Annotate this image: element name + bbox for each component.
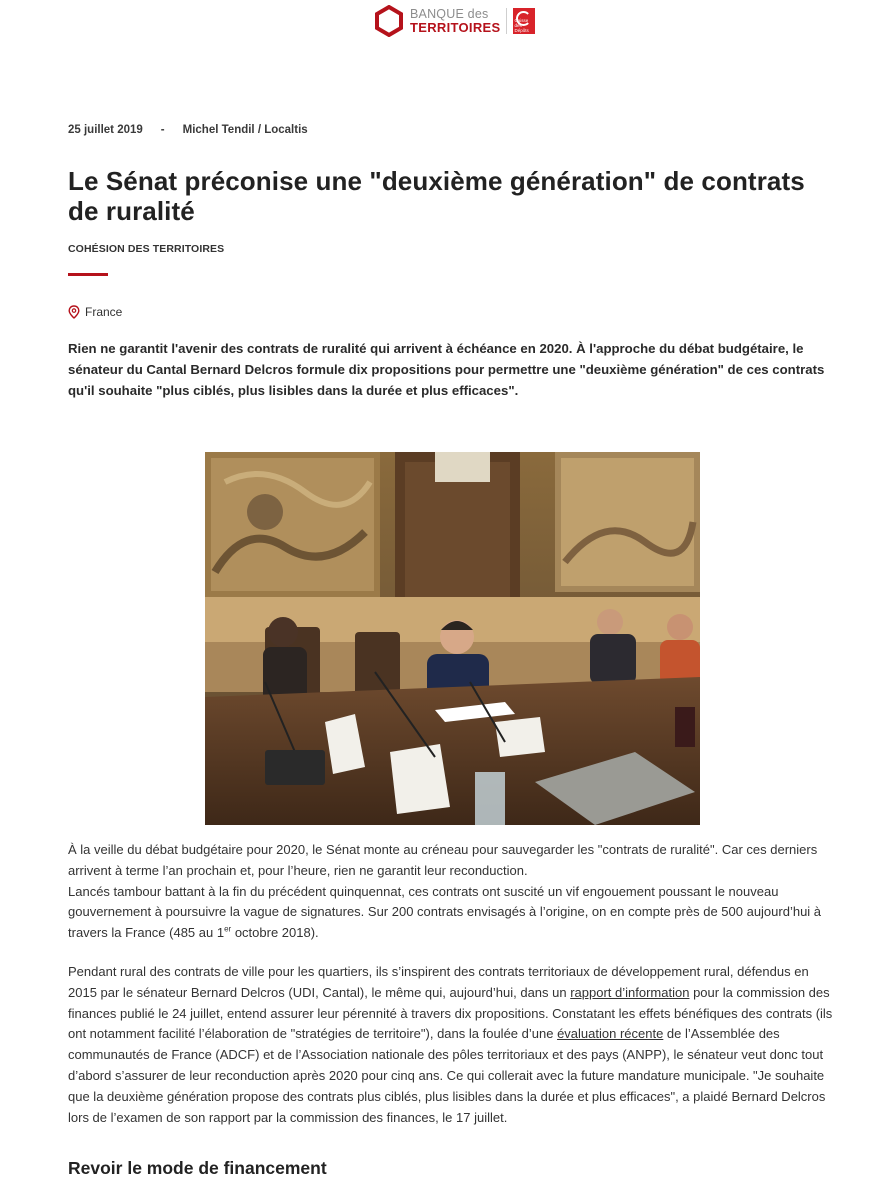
article-author: Michel Tendil / Localtis	[182, 124, 308, 136]
paragraph-2-text-b: pour la commission des finances publié le 24 juillet, entend assurer leur pérennité à travers dix propositions. Constatant les effets bénéfiques des contrats (ils ont notamment facilité l’élaboration de "stratégies de territoire"), dans la foulée d’une	[68, 984, 833, 1042]
paragraph-1-text-b: Lancés tambour battant à la fin du précédent quinquennat, ces contrats ont suscité un vif engouement poussant le nouveau gouvernement à poursuivre la vague de signatures. Sur 200 contrats envisagés à l’origine, on en compte près de 500 aujourd’hui à travers la France (485 au 1	[68, 883, 822, 941]
brand-line-2: TERRITOIRES	[410, 20, 501, 35]
paragraph-2-text-a: Pendant rural des contrats de ville pour les quartiers, ils s’inspirent des contrats territoriaux de développement rural, défendus en 2015 par le sénateur Bernard Delcros (UDI, Cantal), le même qui, aujourd’hui, dans un	[68, 964, 809, 1000]
article-date: 25 juillet 2019	[68, 124, 143, 136]
location-pin-icon	[68, 305, 80, 319]
caisse-des-depots-icon	[513, 8, 535, 34]
paragraph-1-text-c: octobre 2018).	[231, 925, 319, 941]
article-meta	[68, 124, 308, 136]
partner-small-text: Caisse des Dépôts	[514, 18, 529, 33]
article-lead: Rien ne garantit l'avenir des contrats de ruralité qui arrivent à échéance en 2020. À l'approche du débat budgétaire, le sénateur du Cantal Bernard Delcros formule dix propositions pour permettre une "deuxième génération" de ces contrats qu'il souhaite "plus ciblés, plus lisibles dans la durée et plus efficaces".	[68, 341, 825, 398]
logo-divider	[506, 8, 507, 34]
article-paragraph-2	[68, 962, 840, 1128]
article-category[interactable]: COHÉSION DES TERRITOIRES	[68, 243, 225, 255]
brand-line-1: BANQUE des	[410, 7, 489, 21]
evaluation-recente-link[interactable]: évaluation récente	[557, 1026, 664, 1042]
hexagon-logo-icon	[374, 5, 404, 37]
meta-separator: -	[160, 124, 165, 136]
location-label: France	[85, 305, 123, 319]
senate-meeting-photo	[205, 452, 700, 825]
article-location	[68, 305, 122, 319]
paragraph-2-text-c: de l’Assemblée des communautés de France (ADCF) et de l’Association nationale des pôles territoriaux et des pays (ANPP), le sénateur veut donc tout d’abord s’assurer de leur reconduction après 2020 pour cinq ans. Ce qui collerait avec la future mandature municipale. "Je souhaite que la deuxième génération propose des contrats plus ciblés, plus lisibles dans la durée et plus efficaces", a plaidé Bernard Delcros lors de l’examen de son rapport par la commission des finances, le 17 juillet.	[68, 1026, 826, 1125]
partner-logo	[513, 8, 535, 34]
title-divider	[68, 273, 108, 276]
ordinal-suffix: er	[224, 924, 232, 934]
article-paragraph-1	[68, 840, 840, 944]
site-logo[interactable]	[374, 4, 535, 38]
paragraph-1-text-a: À la veille du débat budgétaire pour 2020, le Sénat monte au créneau pour sauvegarder les "contrats de ruralité". Car ces derniers arrivent à terme l’an prochain et, pour l’heure, rien ne garantit leur reconduction.	[68, 842, 818, 878]
rapport-information-link[interactable]: rapport d’information	[570, 984, 690, 1000]
article-photo	[205, 452, 700, 825]
article-title: Le Sénat préconise une "deuxième génération" de contrats de ruralité	[68, 166, 805, 226]
section-subheading: Revoir le mode de financement	[68, 1158, 327, 1178]
brand-name	[410, 7, 500, 35]
